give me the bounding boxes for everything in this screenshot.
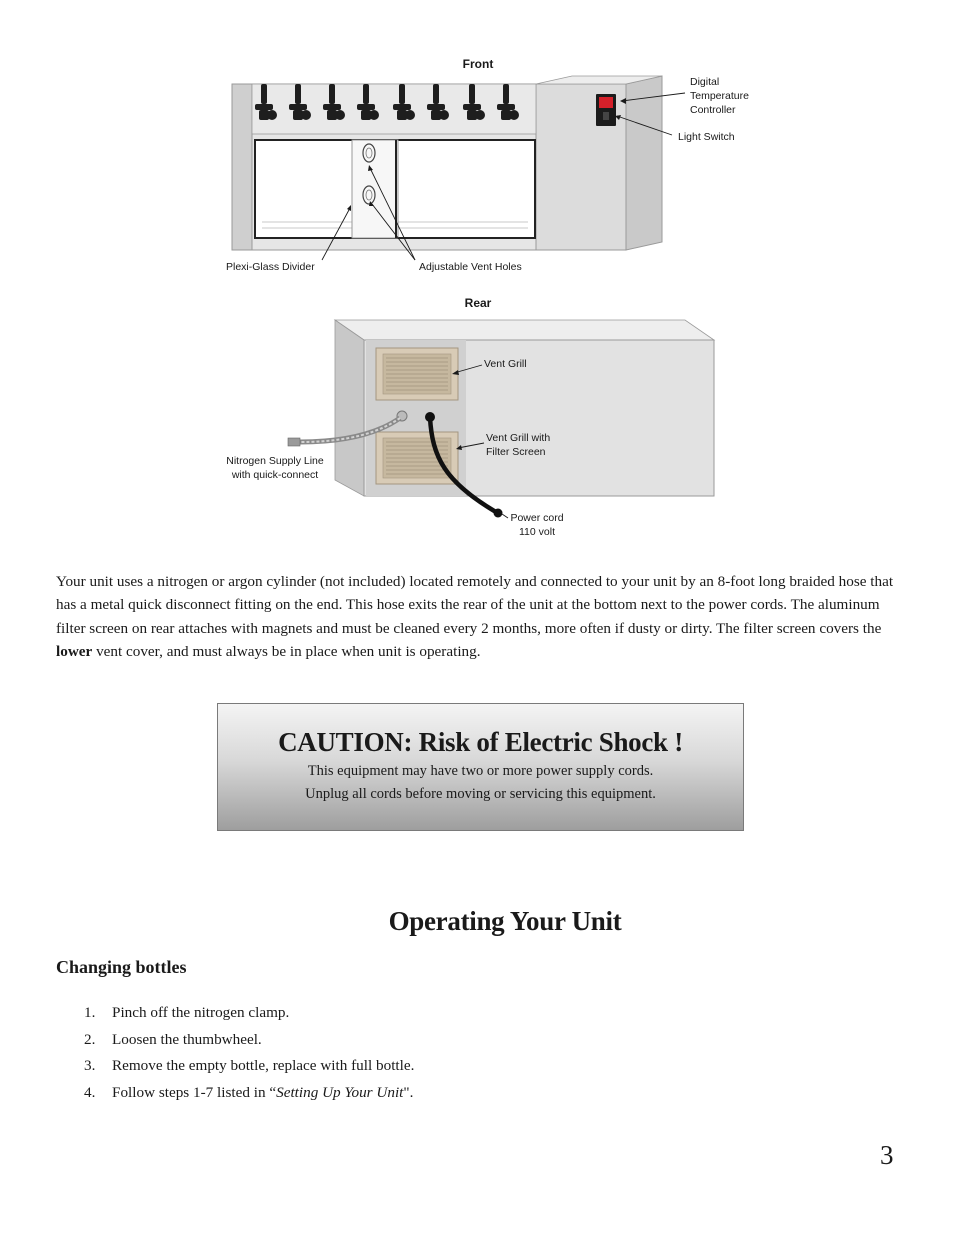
step-text-pre: Follow steps 1-7 listed in “ [112, 1084, 277, 1102]
step-text: Loosen the thumbwheel. [112, 1030, 262, 1048]
caution-box [217, 703, 744, 831]
plexi-divider-label: Plexi-Glass Divider [226, 261, 315, 273]
page-number: 3 [880, 1140, 894, 1170]
intro-paragraph [56, 570, 906, 664]
vent-grill-upper [376, 348, 458, 400]
caution-line-2: Unplug all cords before moving or servicing this equipment. [305, 786, 656, 802]
vent-grill-lower [376, 432, 458, 484]
rear-title: Rear [464, 296, 492, 310]
vent-grill-label: Vent Grill [484, 358, 527, 370]
step-text: Remove the empty bottle, replace with full bottle. [112, 1057, 415, 1075]
power-cord-label-2: 110 volt [519, 526, 555, 538]
step-number: 4. [84, 1084, 96, 1102]
caution-title: CAUTION: Risk of Electric Shock ! [278, 727, 683, 757]
intro-bold-word: lower [56, 643, 93, 661]
step-text: Pinch off the nitrogen clamp. [112, 1004, 290, 1021]
vent-grill-filter-label-2: Filter Screen [486, 446, 546, 458]
vent-grill-filter-label-1: Vent Grill with [486, 432, 551, 444]
step-text-italic: Setting Up Your Unit [276, 1084, 404, 1102]
front-title: Front [462, 57, 494, 71]
step-number: 1. [84, 1004, 96, 1021]
unit-diagram [180, 52, 780, 547]
vent-holes-label: Adjustable Vent Holes [419, 261, 522, 273]
intro-text-2: vent cover, and must always be in place when unit is operating. [92, 643, 481, 661]
nitrogen-line-label-1: Nitrogen Supply Line [226, 455, 324, 467]
step-text-post: ". [403, 1084, 414, 1102]
power-cord-label-1: Power cord [510, 512, 564, 524]
digital-temp-label-3: Controller [690, 104, 736, 116]
step-text [112, 1080, 413, 1106]
light-switch-label: Light Switch [678, 131, 735, 143]
section-title: Operating Your Unit [388, 906, 622, 936]
step-number: 3. [84, 1057, 96, 1075]
digital-temp-label-2: Temperature [690, 90, 749, 102]
nitrogen-line-label-2: with quick-connect [231, 469, 319, 481]
digital-temp-label-1: Digital [690, 76, 720, 88]
subsection-title: Changing bottles [56, 957, 187, 977]
caution-line-1: This equipment may have two or more power supply cords. [307, 763, 654, 779]
step-number: 2. [84, 1030, 96, 1048]
intro-text-1: Your unit uses a nitrogen or argon cylinder (not included) located remotely and connected to your unit by an 8-foot long braided hose that has a metal quick disconnect fitting on the end. This hose exits the rear of the unit at the bottom next to the power cords. The aluminum filter screen on rear attaches with magnets and must be cleaned every 2 months, more often if dusty or dirty. The filter screen covers the [56, 573, 894, 637]
